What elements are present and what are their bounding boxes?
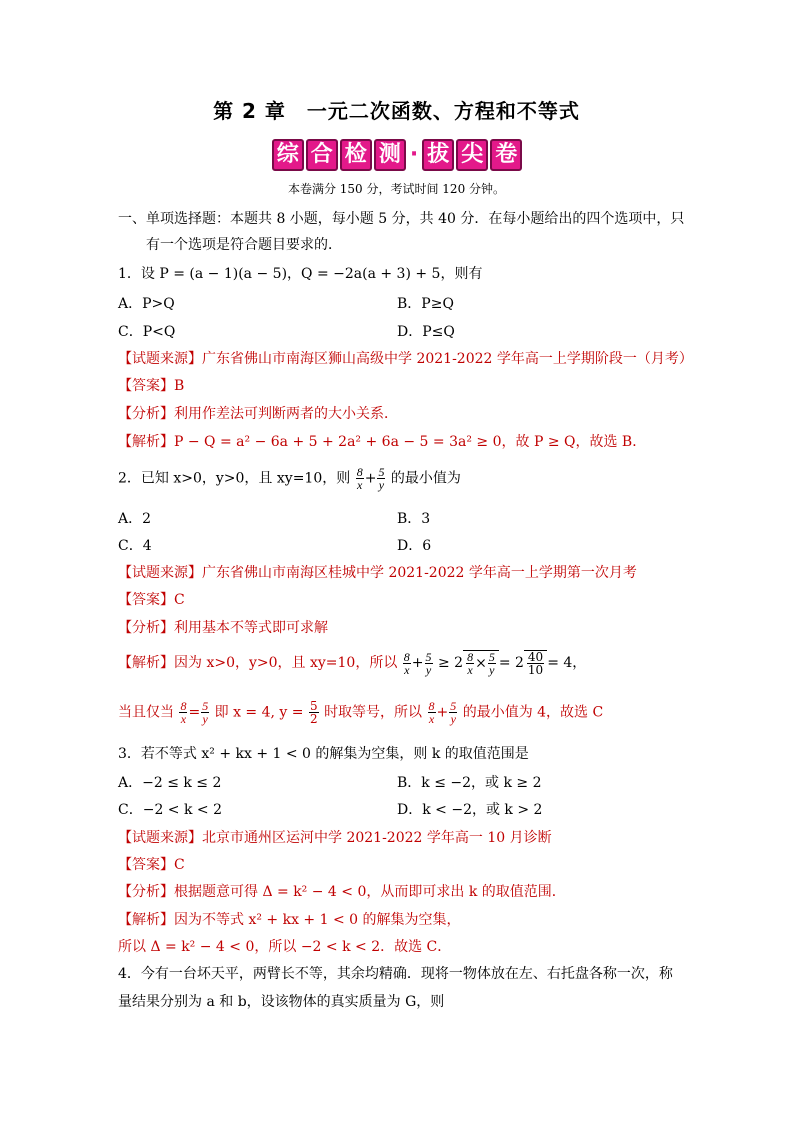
q3-option-a: A．−2 ≤ k ≤ 2 <box>118 775 222 791</box>
numerator: 5 <box>450 699 457 713</box>
q3-solution-line2: 所以 Δ = k² − 4 < 0，所以 −2 < k < 2．故选 C． <box>118 939 452 955</box>
q2-analysis <box>118 617 328 637</box>
solution-text: P − Q = a² − 6a + 5 + 2a² + 6a − 5 = 3a² ≥ 0，故 P ≥ Q，故选 B． <box>174 434 647 450</box>
analysis-text: 根据题意可得 Δ = k² − 4 < 0，从而即可求出 k 的取值范围． <box>174 884 566 900</box>
fraction-8-over-x <box>428 700 436 725</box>
answer-value: C <box>174 857 185 873</box>
fraction-8-over-x <box>179 700 187 725</box>
q3-solution <box>118 909 461 929</box>
q3-option-d: D．k < −2，或 k > 2 <box>397 802 543 818</box>
q1-option-b: B．P≥Q <box>397 296 454 312</box>
q2-source <box>118 562 637 582</box>
q3-analysis <box>118 881 566 901</box>
analysis-label: 【分析】 <box>118 406 174 422</box>
eq-two: = 2 <box>498 655 524 671</box>
numerator: 8 <box>180 699 187 713</box>
q3-answer <box>118 854 185 874</box>
solution-text: 因为 x>0，y>0，且 xy=10，所以 <box>174 655 398 671</box>
fraction-5-over-y <box>449 700 457 725</box>
equality-condition-mid: 时取等号，所以 <box>324 704 423 721</box>
eq-four: = 4， <box>547 655 587 671</box>
numerator: 5 <box>202 699 209 713</box>
q2-answer <box>118 589 185 609</box>
denominator: x <box>428 712 435 726</box>
analysis-text: 利用作差法可判断两者的大小关系． <box>174 406 398 422</box>
denominator: x <box>404 662 410 677</box>
denominator: x <box>467 663 473 677</box>
q1-answer <box>118 375 184 395</box>
banner-comprehensive-test <box>276 138 518 172</box>
numerator: 40 <box>527 650 544 664</box>
numerator: 8 <box>467 650 474 664</box>
numerator: 8 <box>428 699 435 713</box>
exam-note: 本卷满分 150 分，考试时间 120 分钟。 <box>287 182 506 196</box>
denominator: y <box>450 712 456 726</box>
source-text: 北京市通州区运河中学 2021-2022 学年高一 10 月诊断 <box>202 830 552 846</box>
analysis-label: 【分析】 <box>118 884 174 900</box>
denominator: x <box>180 712 187 726</box>
denominator: y <box>378 478 385 492</box>
banner-char: 测 <box>374 139 406 171</box>
fraction-5-over-y <box>488 651 496 676</box>
answer-value: B <box>174 378 185 394</box>
equality-values: 即 x = 4, y = <box>214 704 304 721</box>
banner-char: 拔 <box>422 139 454 171</box>
question-1-stem: 1．设 P = (a − 1)(a − 5)，Q = −2a(a + 3) + 5，则有 <box>118 266 483 282</box>
question-3-stem: 3．若不等式 x² + kx + 1 < 0 的解集为空集，则 k 的取值范围是 <box>118 746 529 762</box>
numerator: 8 <box>403 649 410 664</box>
denominator: 2 <box>309 712 318 726</box>
q3-option-b: B．k ≤ −2，或 k ≥ 2 <box>397 775 542 791</box>
geq-two: ≥ 2 <box>437 655 464 671</box>
fraction-8-over-x <box>403 651 411 676</box>
fraction-5-over-y <box>425 651 433 676</box>
denominator: y <box>202 712 208 726</box>
fraction-40-over-10 <box>527 651 544 676</box>
question-2-stem: 2．已知 x>0，y>0，且 xy=10，则 $\frac{8}{x}$ + $\frac{5}{y}$ 的最小值为 <box>118 465 461 492</box>
sqrt-product: $\frac{8}{x}$ × $\frac{5}{y}$ <box>463 650 499 676</box>
analysis-text: 利用基本不等式即可求解 <box>174 620 328 636</box>
q2-solution-line2: 当且仅当 $\frac{8}{x}$ = $\frac{5}{y}$ 即 x = 4, y = $\frac{5}{2}$ 时取等号，所以 $\frac{8}{x}$ + $\frac{5}{y}$ 的最小值为 4，故选 C <box>118 699 604 726</box>
solution-text: 因为不等式 x² + kx + 1 < 0 的解集为空集， <box>174 912 461 928</box>
q1-option-d: D．P≤Q <box>397 324 455 340</box>
analysis-label: 【分析】 <box>118 620 174 636</box>
q1-solution <box>118 431 646 451</box>
solution-label: 【解析】 <box>118 434 174 450</box>
banner-char: 卷 <box>490 139 522 171</box>
q2-option-b: B．3 <box>397 511 431 527</box>
fraction-5-over-y <box>201 700 209 725</box>
banner-char: 尖 <box>456 139 488 171</box>
banner-char: 合 <box>306 139 338 171</box>
denominator: y <box>425 662 432 677</box>
fraction-5-over-y <box>377 466 385 491</box>
sqrt-40-over-10 <box>524 650 547 676</box>
numerator: 8 <box>356 465 363 479</box>
fraction-8-over-x <box>356 466 364 491</box>
q2-solution: 【解析】因为 x>0，y>0，且 xy=10，所以 $\frac{8}{x}$ + $\frac{5}{y}$ ≥ 2 $\frac{8}{x}$ × $\frac{5}{y}$ = 2 $\frac{40}{10}$ = 4， <box>118 649 587 677</box>
numerator: 5 <box>425 649 432 664</box>
denominator: 10 <box>527 663 544 677</box>
answer-value: C <box>174 592 185 608</box>
banner-char: 综 <box>272 139 304 171</box>
source-label: 【试题来源】 <box>118 830 202 846</box>
solution-label: 【解析】 <box>118 655 174 671</box>
q3-option-c: C．−2 < k < 2 <box>118 802 223 818</box>
answer-label: 【答案】 <box>118 857 174 873</box>
q2-option-a: A．2 <box>118 511 152 527</box>
q2-option-d: D．6 <box>397 538 432 554</box>
banner-char: 检 <box>340 139 372 171</box>
source-label: 【试题来源】 <box>118 351 202 367</box>
q2-stem-end: 的最小值为 <box>390 470 461 487</box>
denominator: x <box>357 478 363 492</box>
fraction-5-over-2 <box>309 700 319 725</box>
q2-option-c: C．4 <box>118 538 152 554</box>
numerator: 5 <box>488 650 495 664</box>
q1-option-a: A．P>Q <box>118 296 175 312</box>
question-4-stem: 4．今有一台坏天平，两臂长不等，其余均精确．现将一物体放在左、右托盘各称一次，称 <box>118 966 673 982</box>
numerator: 5 <box>309 699 318 713</box>
q1-option-c: C．P<Q <box>118 324 176 340</box>
equality-condition-end: 的最小值为 4，故选 C <box>462 704 604 721</box>
section-heading-cont: 有一个选项是符合题目要求的． <box>146 237 342 253</box>
fraction-8-over-x <box>466 651 474 676</box>
source-label: 【试题来源】 <box>118 565 202 581</box>
solution-label: 【解析】 <box>118 912 174 928</box>
answer-label: 【答案】 <box>118 378 174 394</box>
equality-condition-start: 当且仅当 <box>118 704 174 721</box>
page-title: 第 2 章 一元二次函数、方程和不等式 <box>213 99 580 123</box>
source-text: 广东省佛山市南海区桂城中学 2021-2022 学年高一上学期第一次月考 <box>202 565 637 581</box>
q2-stem-start: 2．已知 x>0，y>0，且 xy=10，则 <box>118 470 351 487</box>
answer-label: 【答案】 <box>118 592 174 608</box>
q3-source <box>118 827 552 847</box>
question-4-stem-cont: 量结果分别为 a 和 b，设该物体的真实质量为 G，则 <box>118 994 445 1010</box>
denominator: y <box>489 663 495 677</box>
q1-source <box>118 348 693 368</box>
numerator: 5 <box>378 465 385 479</box>
section-heading: 一、单项选择题：本题共 8 小题，每小题 5 分，共 40 分．在每小题给出的四个选项中，只 <box>118 211 685 227</box>
q1-analysis <box>118 403 398 423</box>
source-text: 广东省佛山市南海区狮山高级中学 2021-2022 学年高一上学期阶段一（月考） <box>202 351 693 367</box>
banner-dot: · <box>409 142 419 167</box>
